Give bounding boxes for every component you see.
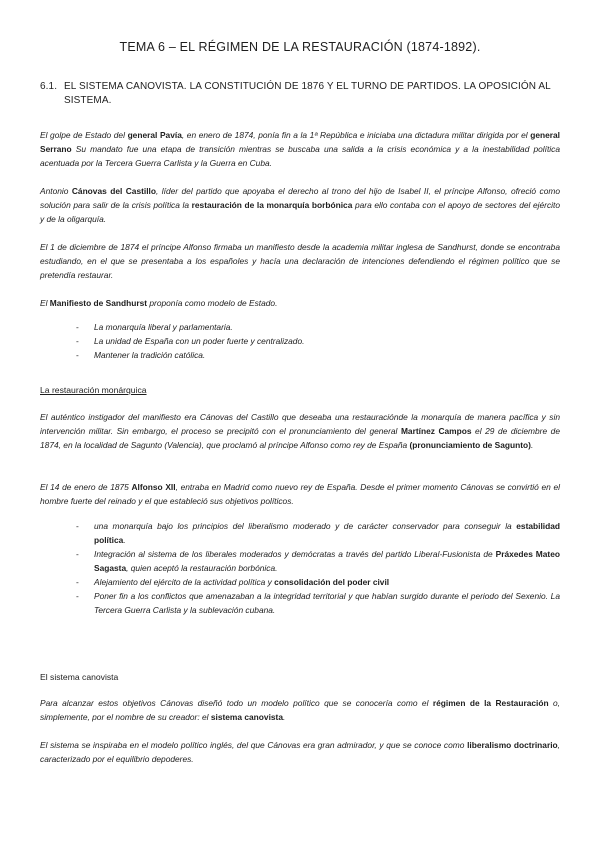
paragraph-objetivos-canovas: Para alcanzar estos objetivos Cánovas diseñó todo un modelo político que se conocería como el régimen de la Restauración o, simplemente, por el nombre de su creador: el sistema canovista. <box>40 698 560 722</box>
list-item: - una monarquía bajo los principios del liberalismo moderado y de carácter conservador para conseguir la estabilidad política. <box>76 519 560 547</box>
paragraph-alfonso-xii: El 14 de enero de 1875 Alfonso XII, entraba en Madrid como nuevo rey de España. Desde el primer momento Cánovas se convirtió en el hombre fuerte del reinado y el que estableció sus objetivos políticos. <box>40 482 560 506</box>
list-item: - Alejamiento del ejército de la actividad política y consolidación del poder civil <box>76 575 560 589</box>
list-modelo-estado <box>76 320 560 362</box>
heading-sistema-canovista: El sistema canovista <box>40 672 119 682</box>
list-item: - La unidad de España con un poder fuerte y centralizado. <box>76 334 560 348</box>
list-item: - Poner fin a los conflictos que amenazaban a la integridad territorial y que habían surgido durante el periodo del Sexenio. La Tercera Guerra Carlista y la sublevación cubana. <box>76 589 560 617</box>
paragraph-instigador: El auténtico instigador del manifiesto era Cánovas del Castillo que deseaba una restauraciónde la monarquía de manera pacífica y sin intervención militar. Sin embargo, el proceso se precipitó con el pronunciamiento del general Martínez Campos el 29 de diciembre de 1874, en la localidad de Sagunto (Valencia), que proclamó al príncipe Alfonso como rey de España (pronunciamiento de Sagunto). <box>40 412 560 450</box>
page-title: TEMA 6 – EL RÉGIMEN DE LA RESTAURACIÓN (1874-1892). <box>119 40 481 54</box>
paragraph-manifiesto-sandhurst: El Manifiesto de Sandhurst proponía como modelo de Estado. <box>40 298 278 308</box>
list-item: - Mantener la tradición católica. <box>76 348 560 362</box>
paragraph-manifiesto-fecha: El 1 de diciembre de 1874 el príncipe Alfonso firmaba un manifiesto desde la academia militar inglesa de Sandhurst, donde se encontraba estudiando, en el que se presentaba a los españoles y hacía una declaración de intenciones defendiendo el régimen político que se pretendía restaurar. <box>40 242 560 280</box>
section-number: 6.1. <box>40 81 58 92</box>
section-heading-line2: SISTEMA. <box>64 95 112 106</box>
section-heading-line1: EL SISTEMA CANOVISTA. LA CONSTITUCIÓN DE 1876 Y EL TURNO DE PARTIDOS. LA OPOSICIÓN AL <box>64 81 551 92</box>
list-item: - Integración al sistema de los liberales moderados y demócratas a través del partido Liberal-Fusionista de Práxedes Mateo Sagasta, quien aceptó la restauración borbónica. <box>76 547 560 575</box>
paragraph-canovas: Antonio Cánovas del Castillo, líder del partido que apoyaba el derecho al trono del hijo de Isabel II, el príncipe Alfonso, ofreció como solución para salir de la crisis política la restauración de la monarquía borbónica para ello contaba con el apoyo de sectores del ejército y de la oligarquía. <box>40 186 560 224</box>
paragraph-modelo-ingles: El sistema se inspiraba en el modelo político inglés, del que Cánovas era gran admirador, y que se conoce como liberalismo doctrinario, caracterizado por el equilibrio depoderes. <box>40 740 560 764</box>
list-objetivos-politicos <box>76 519 560 617</box>
heading-restauracion-monarquica: La restauración monárquica <box>40 385 147 395</box>
list-item: - La monarquía liberal y parlamentaria. <box>76 320 560 334</box>
paragraph-golpe-pavia: El golpe de Estado del general Pavía, en enero de 1874, ponía fin a la 1ª República e iniciaba una dictadura militar dirigida por el general Serrano Su mandato fue una etapa de transición mientras se buscaba una salida a la crisis económica y a la inestabilidad política acentuada por la Tercera Guerra Carlista y la Guerra en Cuba. <box>40 130 560 168</box>
section-heading <box>40 80 560 108</box>
